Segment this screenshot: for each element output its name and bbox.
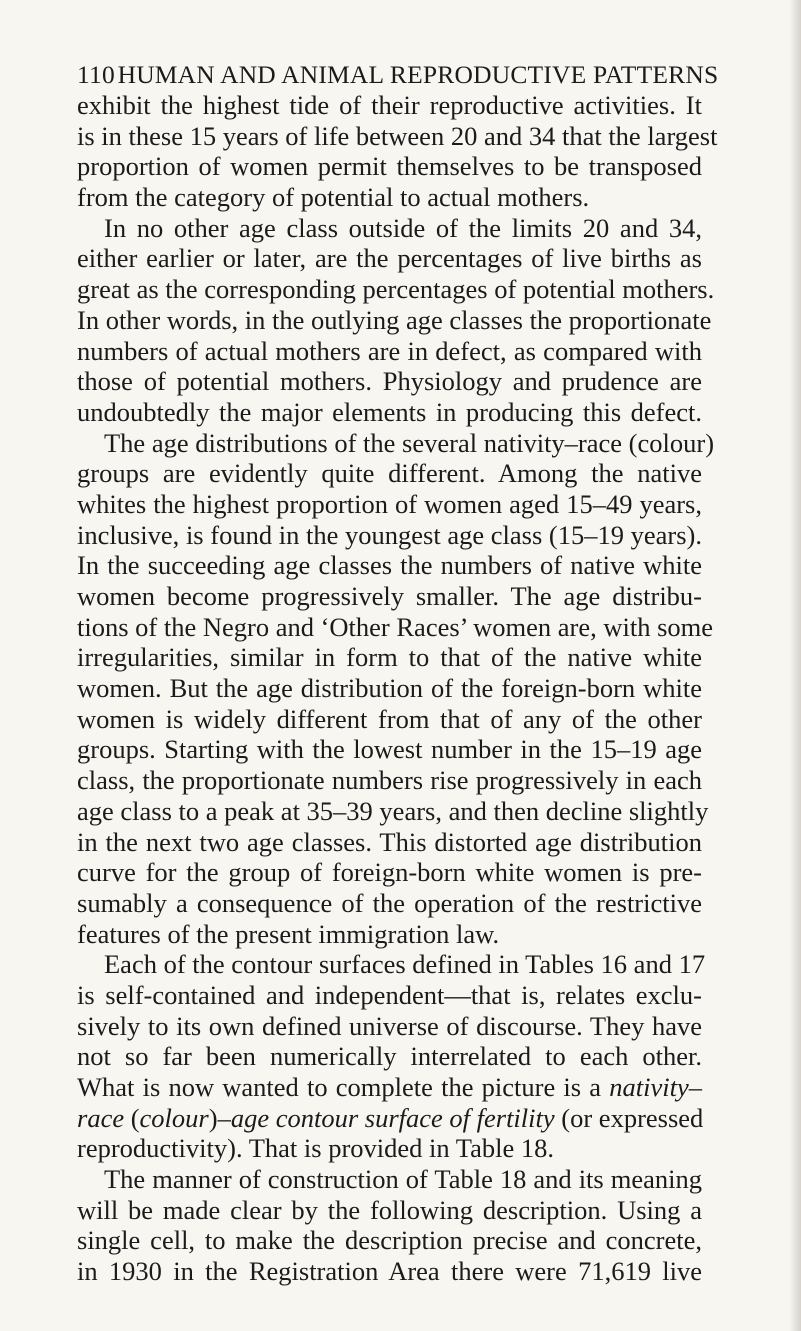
text-line: numbers of actual mothers are in defect, as compared with <box>77 335 702 366</box>
text-line: in the next two age classes. This distorted age distribution <box>77 826 702 857</box>
text-line: whites the highest proportion of women aged 15–49 years, <box>77 488 702 519</box>
page-edge-shadow <box>789 0 801 1331</box>
paragraph-start-line: In no other age class outside of the limits 20 and 34, <box>104 212 702 243</box>
text-line: curve for the group of foreign-born white women is pre- <box>77 857 702 888</box>
text-segment: What is now wanted to complete the picture is a <box>77 1072 602 1102</box>
text-line: inclusive, is found in the youngest age class (15–19 years). <box>77 519 702 550</box>
paragraph-start-line: The manner of construction of Table 18 and its meaning <box>104 1164 702 1195</box>
text-line: from the category of potential to actual mothers. <box>77 182 590 213</box>
text-line: In the succeeding age classes the numbers of native white <box>77 550 702 581</box>
text-line: exhibit the highest tide of their reproductive activities. It <box>77 90 702 120</box>
running-head <box>77 60 719 90</box>
text-line: sively to its own defined universe of discourse. They have <box>77 1010 702 1041</box>
text-line: sumably a consequence of the operation of the restrictive <box>77 887 702 918</box>
text-line: women become progressively smaller. The age distribu- <box>77 581 702 611</box>
text-line: either earlier or later, are the percentages of live births as <box>77 243 702 274</box>
text-line: great as the corresponding percentages of potential mothers. <box>77 274 715 305</box>
text-line-mixed <box>77 1072 702 1103</box>
italic-term: race <box>77 1102 125 1133</box>
page-number: 110 <box>77 60 115 89</box>
text-line: undoubtedly the major elements in producing this defect. <box>77 396 702 427</box>
text-line: age class to a peak at 35–39 years, and then decline slightly <box>77 795 709 826</box>
text-line: In other words, in the outlying age classes the proportionate <box>77 304 712 335</box>
italic-term: nativity– <box>609 1072 702 1102</box>
text-line: those of potential mothers. Physiology and prudence are <box>77 366 702 397</box>
paren-close: ) <box>208 1102 218 1133</box>
text-line: tions of the Negro and ‘Other Races’ women are, with some <box>77 611 714 642</box>
text-line: features of the present immigration law. <box>77 918 500 949</box>
text-line-mixed <box>77 1103 702 1134</box>
text-line: will be made clear by the following description. Using a <box>77 1194 702 1225</box>
text-line: is in these 15 years of life between 20 and 34 that the largest <box>77 120 718 151</box>
text-line: irregularities, similar in form to that of the native white <box>77 642 702 673</box>
text-line: women. But the age distribution of the foreign-born white <box>77 673 702 704</box>
text-line: reproductivity). That is provided in Table 18. <box>77 1133 555 1164</box>
running-title: HUMAN AND ANIMAL REPRODUCTIVE PATTERNS <box>117 60 719 89</box>
italic-term: –age contour surface of fertility <box>217 1102 555 1133</box>
text-line: women is widely different from that of any of the other <box>77 703 702 734</box>
text-line: is self-contained and independent—that is, relates exclu- <box>77 979 702 1010</box>
paren-open: ( <box>130 1102 140 1133</box>
paragraph-start-line: Each of the contour surfaces defined in Tables 16 and 17 <box>104 949 706 980</box>
text-line: not so far been numerically interrelated to each other. <box>77 1041 702 1072</box>
text-line: groups are evidently quite different. Among the native <box>77 458 702 489</box>
body-text <box>77 90 718 1287</box>
paragraph-start-line: The age distributions of the several nativity–race (colour) <box>104 427 715 458</box>
text-line: class, the proportionate numbers rise progressively in each <box>77 765 702 796</box>
text-line: groups. Starting with the lowest number in the 15–19 age <box>77 734 702 765</box>
text-line: single cell, to make the description precise and concrete, <box>77 1225 702 1256</box>
text-line: proportion of women permit themselves to be transposed <box>77 151 702 182</box>
italic-term: colour <box>139 1102 209 1133</box>
text-segment: (or expressed <box>561 1102 704 1133</box>
text-line: in 1930 in the Registration Area there were 71,619 live <box>77 1256 702 1287</box>
